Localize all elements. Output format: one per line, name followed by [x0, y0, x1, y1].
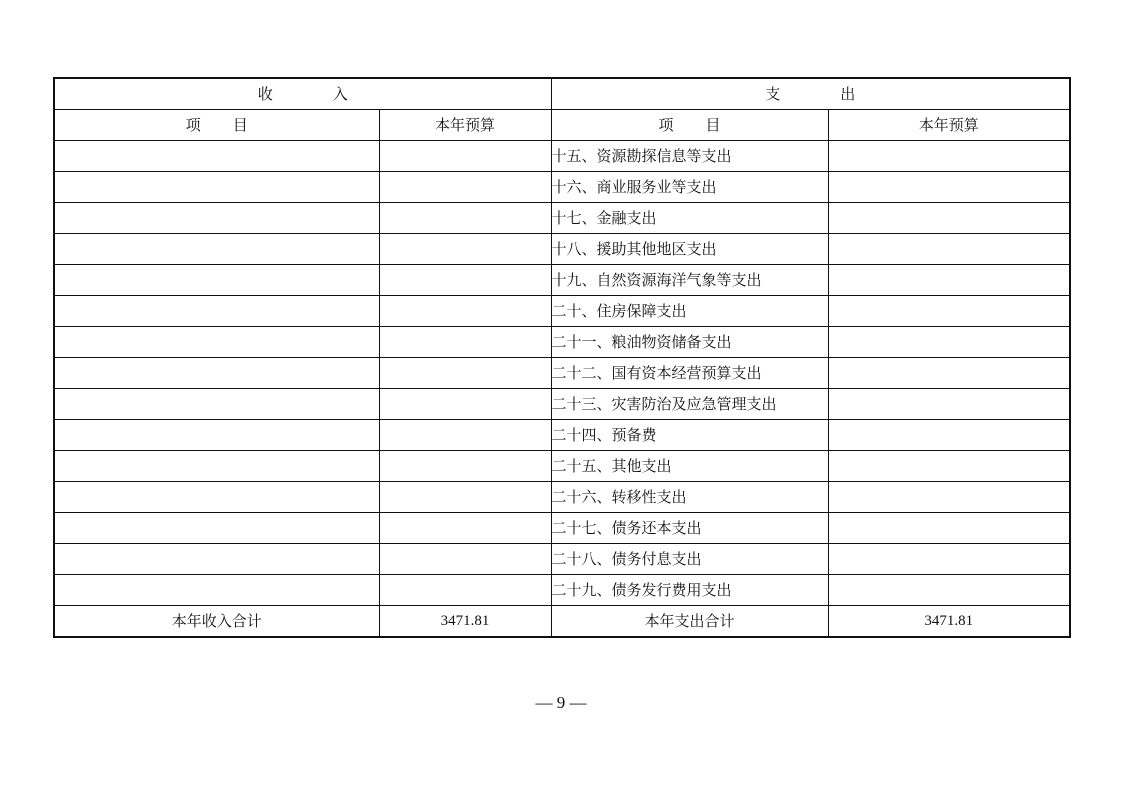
table-row [54, 296, 1070, 327]
income-item-cell [54, 203, 379, 234]
expense-budget-cell [828, 265, 1070, 296]
expense-item-cell: 二十九、债务发行费用支出 [551, 575, 828, 606]
income-item-cell [54, 141, 379, 172]
income-item-cell [54, 420, 379, 451]
income-budget-cell [379, 327, 551, 358]
expense-item-cell: 二十六、转移性支出 [551, 482, 828, 513]
expense-section-header: 支 出 [551, 78, 1070, 110]
income-item-cell [54, 296, 379, 327]
income-budget-cell [379, 482, 551, 513]
income-item-cell [54, 389, 379, 420]
expense-item-cell: 十九、自然资源海洋气象等支出 [551, 265, 828, 296]
expense-budget-cell [828, 296, 1070, 327]
expense-budget-cell [828, 358, 1070, 389]
expense-item-cell: 十八、援助其他地区支出 [551, 234, 828, 265]
income-budget-cell [379, 172, 551, 203]
expense-item-cell: 二十八、债务付息支出 [551, 544, 828, 575]
expense-budget-header: 本年预算 [828, 110, 1070, 141]
income-item-cell [54, 544, 379, 575]
table-row [54, 544, 1070, 575]
expense-budget-cell [828, 420, 1070, 451]
income-item-cell [54, 451, 379, 482]
income-item-cell [54, 172, 379, 203]
income-budget-header: 本年预算 [379, 110, 551, 141]
header-row-columns [54, 110, 1070, 141]
expense-budget-cell [828, 234, 1070, 265]
expense-item-cell: 二十五、其他支出 [551, 451, 828, 482]
income-item-header: 项 目 [54, 110, 379, 141]
expense-item-header: 项 目 [551, 110, 828, 141]
income-budget-cell [379, 420, 551, 451]
table-row [54, 420, 1070, 451]
income-total-value: 3471.81 [379, 606, 551, 638]
expense-budget-cell [828, 513, 1070, 544]
expense-item-cell: 二十七、债务还本支出 [551, 513, 828, 544]
expense-item-cell: 二十三、灾害防治及应急管理支出 [551, 389, 828, 420]
expense-item-cell: 二十、住房保障支出 [551, 296, 828, 327]
expense-budget-cell [828, 544, 1070, 575]
expense-budget-cell [828, 575, 1070, 606]
table-row [54, 141, 1070, 172]
table-row [54, 172, 1070, 203]
income-budget-cell [379, 358, 551, 389]
expense-budget-cell [828, 172, 1070, 203]
expense-item-cell: 十六、商业服务业等支出 [551, 172, 828, 203]
income-total-label: 本年收入合计 [54, 606, 379, 638]
income-budget-cell [379, 265, 551, 296]
header-row-section [54, 78, 1070, 110]
page-number: — 9 — [535, 693, 587, 712]
table-row [54, 575, 1070, 606]
income-item-cell [54, 358, 379, 389]
income-item-cell [54, 265, 379, 296]
income-item-cell [54, 513, 379, 544]
expense-budget-cell [828, 203, 1070, 234]
table-row [54, 327, 1070, 358]
income-budget-cell [379, 234, 551, 265]
income-item-cell [54, 575, 379, 606]
expense-total-label: 本年支出合计 [551, 606, 828, 638]
expense-budget-cell [828, 327, 1070, 358]
income-section-header: 收 入 [54, 78, 551, 110]
income-budget-cell [379, 203, 551, 234]
table-row [54, 389, 1070, 420]
budget-table [53, 77, 1071, 638]
table-row [54, 234, 1070, 265]
expense-budget-cell [828, 141, 1070, 172]
expense-item-cell: 二十四、预备费 [551, 420, 828, 451]
table-row [54, 358, 1070, 389]
income-item-cell [54, 482, 379, 513]
expense-item-cell: 二十二、国有资本经营预算支出 [551, 358, 828, 389]
expense-item-cell: 十五、资源勘探信息等支出 [551, 141, 828, 172]
income-item-cell [54, 234, 379, 265]
income-budget-cell [379, 451, 551, 482]
expense-total-value: 3471.81 [828, 606, 1070, 638]
income-budget-cell [379, 141, 551, 172]
income-budget-cell [379, 296, 551, 327]
income-budget-cell [379, 575, 551, 606]
table-row [54, 451, 1070, 482]
expense-item-cell: 十七、金融支出 [551, 203, 828, 234]
table-row [54, 482, 1070, 513]
expense-budget-cell [828, 389, 1070, 420]
table-row [54, 513, 1070, 544]
table-row [54, 265, 1070, 296]
table-row [54, 203, 1070, 234]
expense-item-cell: 二十一、粮油物资储备支出 [551, 327, 828, 358]
income-budget-cell [379, 544, 551, 575]
total-row [54, 606, 1070, 638]
income-item-cell [54, 327, 379, 358]
expense-budget-cell [828, 451, 1070, 482]
expense-budget-cell [828, 482, 1070, 513]
income-budget-cell [379, 389, 551, 420]
income-budget-cell [379, 513, 551, 544]
